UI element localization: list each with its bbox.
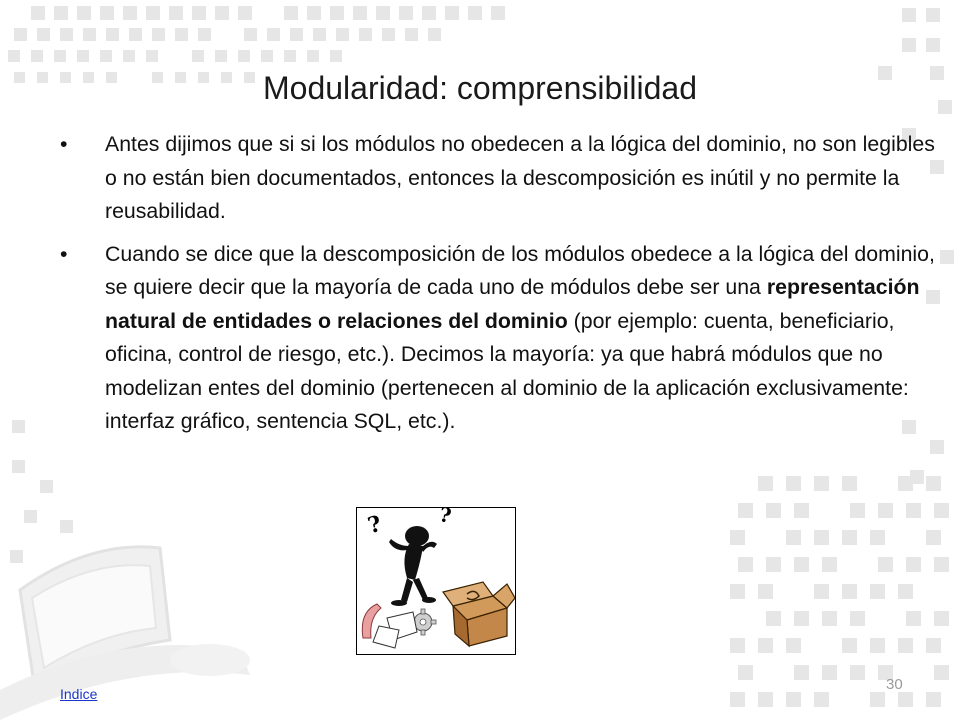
background-square: [738, 665, 753, 680]
bullet-icon: •: [60, 241, 68, 266]
background-square: [842, 638, 857, 653]
background-square: [238, 50, 250, 62]
background-square: [54, 6, 68, 20]
background-square: [758, 584, 773, 599]
background-square: [14, 28, 27, 41]
background-square: [353, 6, 367, 20]
background-square: [24, 510, 37, 523]
background-square: [850, 503, 865, 518]
background-square: [336, 28, 349, 41]
background-square: [37, 28, 50, 41]
background-square: [878, 503, 893, 518]
background-square: [730, 638, 745, 653]
page-number: 30: [886, 676, 903, 693]
bullet-item: [60, 238, 950, 439]
background-square: [906, 557, 921, 572]
background-square: [290, 28, 303, 41]
background-square: [77, 50, 89, 62]
background-square: [850, 611, 865, 626]
background-square: [307, 6, 321, 20]
background-square: [405, 28, 418, 41]
background-square: [766, 557, 781, 572]
background-square: [376, 6, 390, 20]
background-square: [842, 476, 857, 491]
background-square: [814, 530, 829, 545]
box-icon: [443, 582, 515, 646]
question-mark-icon: ?: [365, 510, 385, 540]
background-square: [926, 8, 940, 22]
background-square: [445, 6, 459, 20]
background-square: [123, 50, 135, 62]
background-square: [822, 665, 837, 680]
background-square: [175, 28, 188, 41]
background-square: [766, 503, 781, 518]
background-square: [814, 476, 829, 491]
background-square: [870, 692, 885, 707]
background-square: [758, 638, 773, 653]
background-square: [359, 28, 372, 41]
background-square: [244, 28, 257, 41]
background-square: [491, 6, 505, 20]
background-square: [307, 50, 319, 62]
bullet-text: [105, 242, 935, 434]
background-square: [926, 38, 940, 52]
background-square: [814, 584, 829, 599]
background-square: [8, 50, 20, 62]
background-square: [428, 28, 441, 41]
background-square: [31, 50, 43, 62]
background-square: [468, 6, 482, 20]
background-square: [850, 665, 865, 680]
background-square: [40, 480, 53, 493]
background-square: [926, 638, 941, 653]
background-square: [730, 530, 745, 545]
background-square: [100, 6, 114, 20]
background-square: [215, 50, 227, 62]
background-square: [60, 28, 73, 41]
indice-link[interactable]: Indice: [60, 686, 98, 702]
background-square: [786, 476, 801, 491]
background-square: [934, 611, 949, 626]
background-square: [822, 557, 837, 572]
background-square: [842, 584, 857, 599]
background-square: [284, 6, 298, 20]
background-square: [870, 530, 885, 545]
background-square: [146, 6, 160, 20]
background-square: [31, 6, 45, 20]
background-square: [238, 6, 252, 20]
computer-silhouette-icon: [0, 547, 250, 720]
background-square: [898, 692, 913, 707]
background-square: [730, 584, 745, 599]
background-square: [215, 6, 229, 20]
background-square: [794, 611, 809, 626]
background-square: [12, 460, 25, 473]
background-square: [786, 692, 801, 707]
background-square: [399, 6, 413, 20]
background-square: [152, 28, 165, 41]
stick-figure-icon: [389, 526, 437, 606]
background-square: [814, 692, 829, 707]
background-square: [192, 50, 204, 62]
background-square: [870, 584, 885, 599]
slide-title: Modularidad: comprensibilidad: [262, 70, 697, 106]
background-square: [100, 50, 112, 62]
background-square: [261, 50, 273, 62]
background-square: [422, 6, 436, 20]
background-square: [54, 50, 66, 62]
question-mark-icon: ?: [437, 508, 454, 528]
background-square: [934, 665, 949, 680]
bullet-text: Antes dijimos que si si los módulos no obedecen a la lógica del dominio, no son legibles o no están bien documentados, entonces la descomposición es inútil y no permite la reusabilidad.: [105, 132, 935, 223]
background-square: [330, 6, 344, 20]
confused-figure-clipart: [356, 507, 516, 655]
background-square: [284, 50, 296, 62]
background-square: [758, 692, 773, 707]
background-square: [898, 584, 913, 599]
bullet-icon: •: [60, 132, 68, 156]
background-square: [898, 638, 913, 653]
background-square: [934, 503, 949, 518]
background-square: [842, 530, 857, 545]
background-square: [267, 28, 280, 41]
background-square: [738, 557, 753, 572]
background-square: [794, 665, 809, 680]
background-square: [906, 611, 921, 626]
background-square: [169, 6, 183, 20]
background-square: [77, 6, 91, 20]
bullet-list: [60, 128, 950, 448]
background-square: [906, 503, 921, 518]
background-square: [146, 50, 158, 62]
background-square: [313, 28, 326, 41]
background-square: [934, 557, 949, 572]
background-square: [83, 28, 96, 41]
bullet-item: [60, 128, 950, 229]
background-square: [794, 557, 809, 572]
background-square: [123, 6, 137, 20]
background-square: [60, 520, 73, 533]
background-square: [129, 28, 142, 41]
background-square: [330, 50, 342, 62]
background-square: [902, 38, 916, 52]
background-square: [10, 550, 23, 563]
background-square: [12, 420, 25, 433]
background-square: [730, 692, 745, 707]
background-square: [878, 557, 893, 572]
background-square: [738, 503, 753, 518]
bullet-text-part: (por ejemplo: cuenta, beneficiario, oficina, control de riesgo, etc.). Decimos la mayoría: ya que habrá módulos que no modelizan entes del dominio (pertenecen al dominio de la aplicación exclusivamente: interfaz gráfico, sentencia SQL, etc.).: [105, 308, 909, 433]
background-square: [786, 530, 801, 545]
background-square: [192, 6, 206, 20]
background-square: [898, 476, 913, 491]
bullet-text-part: Cuando se dice que la descomposición de los módulos obedece a la lógica del dominio, se quiere decir que la mayoría de cada uno de módulos debe ser una: [105, 241, 935, 299]
background-square: [926, 530, 941, 545]
background-square: [106, 28, 119, 41]
background-square: [822, 611, 837, 626]
background-square: [870, 638, 885, 653]
background-square: [926, 476, 941, 491]
background-square: [926, 692, 941, 707]
paper-icon: [373, 626, 399, 648]
background-square: [794, 503, 809, 518]
background-square: [198, 28, 211, 41]
background-square: [382, 28, 395, 41]
background-square: [786, 638, 801, 653]
background-square: [902, 8, 916, 22]
background-square: [758, 476, 773, 491]
bullet-text-bold: representación natural de entidades o relaciones del dominio: [105, 275, 920, 333]
background-square: [766, 611, 781, 626]
